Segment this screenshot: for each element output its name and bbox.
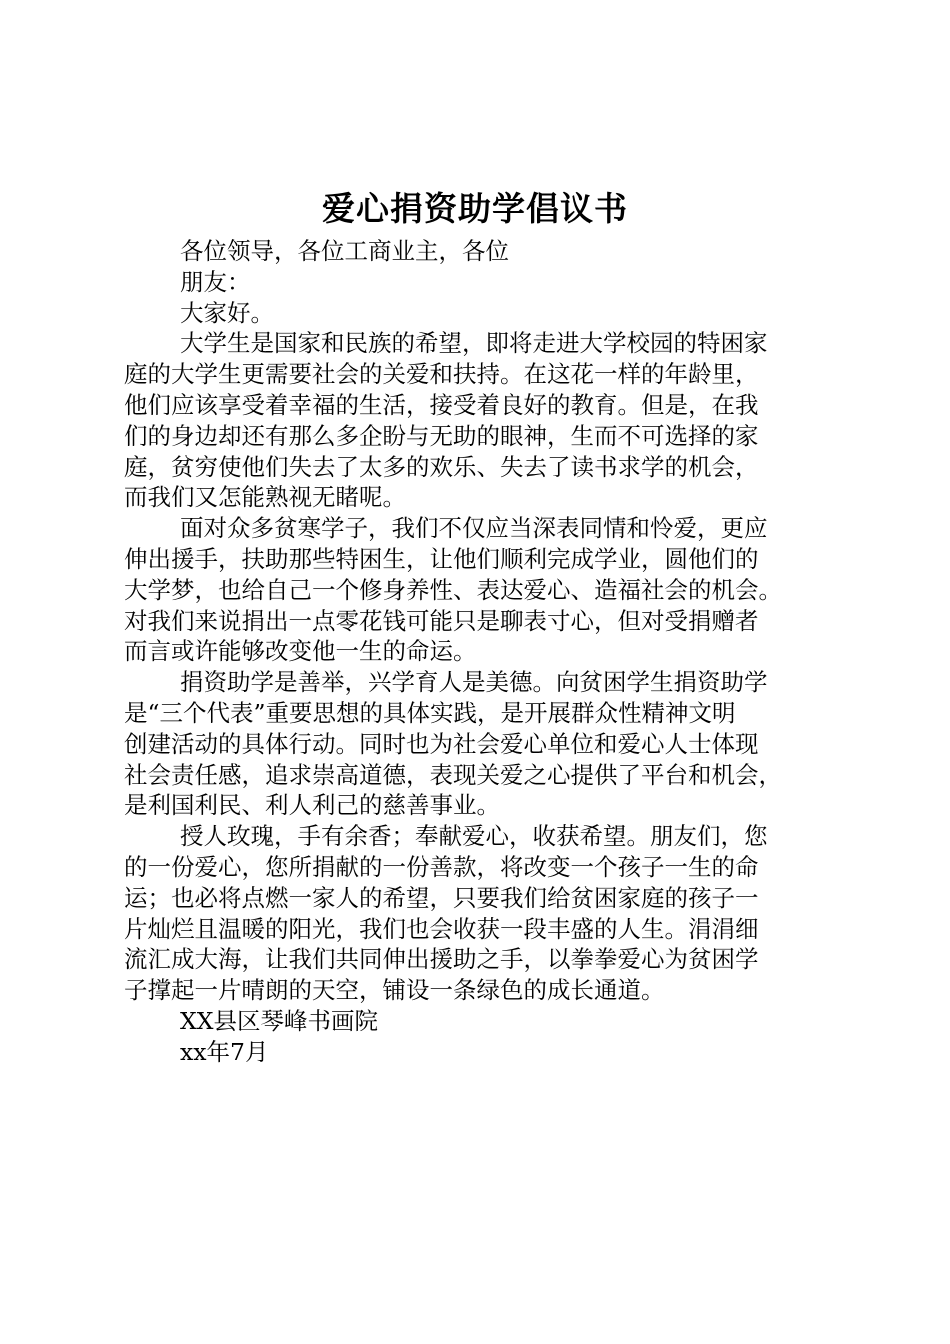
text-line: 大学梦，也给自己一个修身养性、表达爱心、造福社会的机会。: [124, 575, 782, 604]
text-line: 大家好。: [180, 298, 274, 327]
text-line: 流汇成大海，让我们共同伸出援助之手，以拳拳爱心为贫困学: [124, 945, 759, 974]
text-line: xx年7月: [180, 1037, 269, 1066]
text-line: XX县区琴峰书画院: [180, 1006, 378, 1035]
text-line: 对我们来说捐出一点零花钱可能只是聊表寸心，但对受捐赠者: [124, 606, 759, 635]
text-line: 社会责任感，追求崇高道德，表现关爱之心提供了平台和机会，: [124, 760, 782, 789]
text-line: 子撑起一片晴朗的天空，铺设一条绿色的成长通道。: [124, 976, 665, 1005]
text-line: 而言或许能够改变他一生的命运。: [124, 637, 477, 666]
text-line: 运；也必将点燃一家人的希望，只要我们给贫困家庭的孩子一: [124, 883, 759, 912]
text-line: 朋友：: [180, 267, 251, 296]
document-title: 爱心捐资助学倡议书: [322, 189, 628, 228]
text-line: 是利国利民、利人利己的慈善事业。: [124, 791, 500, 820]
text-line: 庭，贫穷使他们失去了太多的欢乐、失去了读书求学的机会，: [124, 452, 759, 481]
text-line: 授人玫瑰，手有余香；奉献爱心，收获希望。朋友们，您: [180, 822, 768, 851]
text-line: 庭的大学生更需要社会的关爱和扶持。在这花一样的年龄里，: [124, 360, 759, 389]
text-line: 他们应该享受着幸福的生活，接受着良好的教育。但是，在我: [124, 390, 759, 419]
text-line: 伸出援手，扶助那些特困生，让他们顺利完成学业，圆他们的: [124, 544, 759, 573]
text-line: 大学生是国家和民族的希望，即将走进大学校园的特困家: [180, 329, 768, 358]
text-line: 面对众多贫寒学子，我们不仅应当深表同情和怜爱，更应: [180, 514, 768, 543]
document-body: [124, 236, 836, 1068]
text-line: 而我们又怎能熟视无睹呢。: [124, 483, 406, 512]
text-line: 片灿烂且温暖的阳光，我们也会收获一段丰盛的人生。涓涓细: [124, 914, 759, 943]
text-line: 的一份爱心，您所捐献的一份善款，将改变一个孩子一生的命: [124, 852, 759, 881]
text-line: 各位领导，各位工商业主，各位: [180, 237, 509, 265]
text-line: 是“三个代表”重要思想的具体实践，是开展群众性精神文明: [124, 698, 736, 727]
text-line: 捐资助学是善举，兴学育人是美德。向贫困学生捐资助学: [180, 668, 768, 697]
text-line: 创建活动的具体行动。同时也为社会爱心单位和爱心人士体现: [124, 729, 759, 758]
text-line: 们的身边却还有那么多企盼与无助的眼神，生而不可选择的家: [124, 421, 759, 450]
